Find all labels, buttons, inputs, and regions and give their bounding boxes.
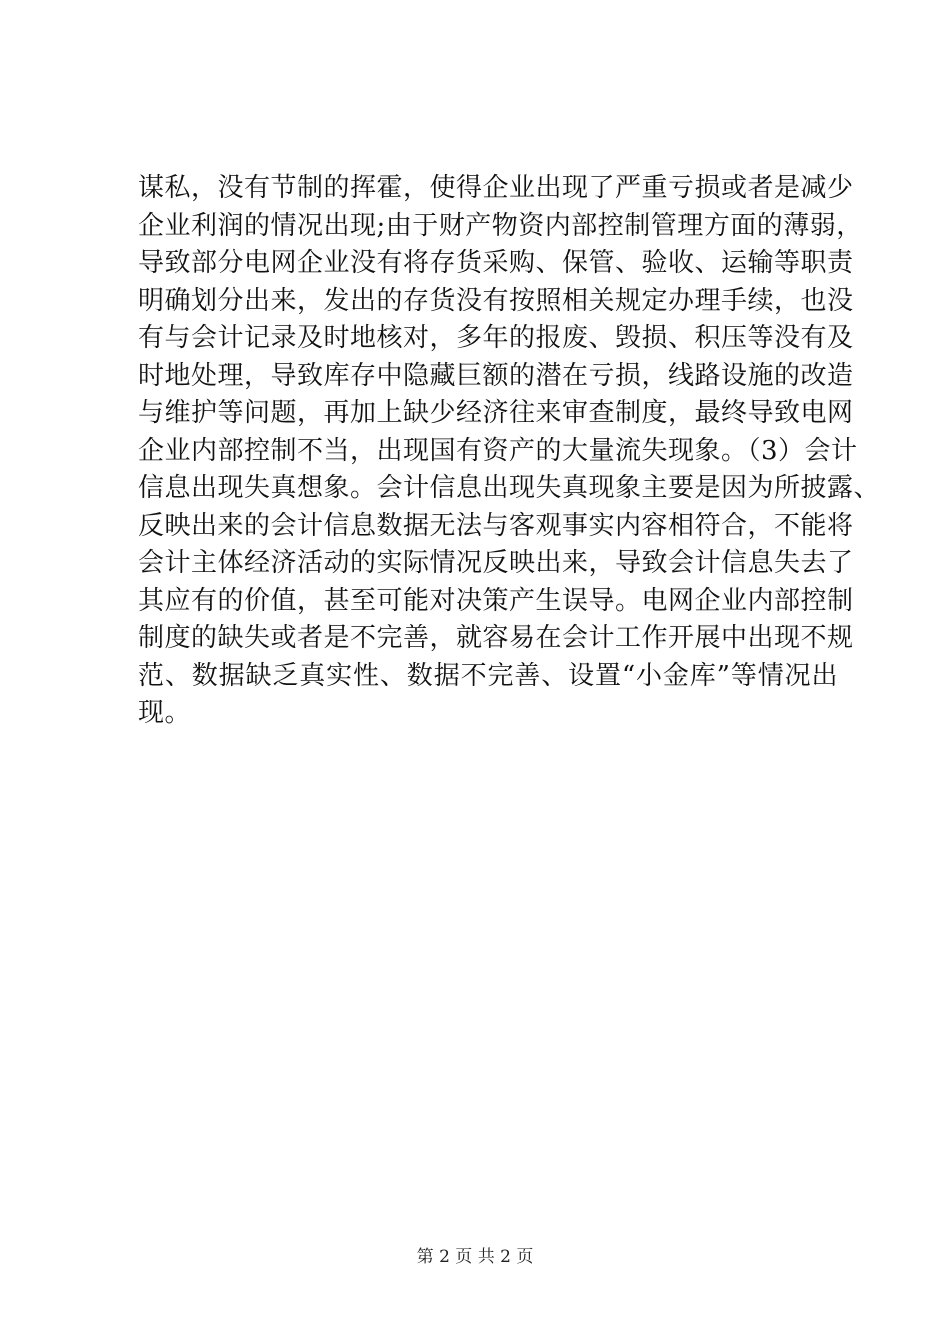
text-line: 与维护等问题，再加上缺少经济往来审查制度，最终导致电网 <box>138 398 854 428</box>
text-line: 谋私，没有节制的挥霍，使得企业出现了严重亏损或者是减少 <box>138 173 854 203</box>
text-line: 明确划分出来，发出的存货没有按照相关规定办理手续，也没 <box>138 285 854 316</box>
text-line: 现。 <box>138 698 192 728</box>
text-line: 其应有的价值，甚至可能对决策产生误导。电网企业内部控制 <box>138 585 854 616</box>
text-line: 反映出来的会计信息数据无法与客观事实内容相符合，不能将 <box>138 510 854 541</box>
text-line: 信息出现失真想象。会计信息出现失真现象主要是因为所披露、 <box>138 473 881 503</box>
text-line: 会计主体经济活动的实际情况反映出来，导致会计信息失去了 <box>138 548 854 578</box>
text-line: 制度的缺失或者是不完善，就容易在会计工作开展中出现不规 <box>138 623 854 653</box>
text-line: 企业利润的情况出现;由于财产物资内部控制管理方面的薄弱， <box>138 210 863 241</box>
text-line: 导致部分电网企业没有将存货采购、保管、验收、运输等职责 <box>138 248 854 278</box>
text-line: 有与会计记录及时地核对，多年的报废、毁损、积压等没有及 <box>138 323 854 353</box>
page-number-footer: 第 2 页 共 2 页 <box>416 1247 534 1267</box>
body-paragraph <box>138 170 881 733</box>
text-line: 企业内部控制不当，出现国有资产的大量流失现象。（3）会计 <box>138 435 858 466</box>
text-line: 时地处理，导致库存中隐藏巨额的潜在亏损，线路设施的改造 <box>138 360 854 391</box>
text-line: 范、数据缺乏真实性、数据不完善、设置“小金库”等情况出 <box>138 660 838 691</box>
